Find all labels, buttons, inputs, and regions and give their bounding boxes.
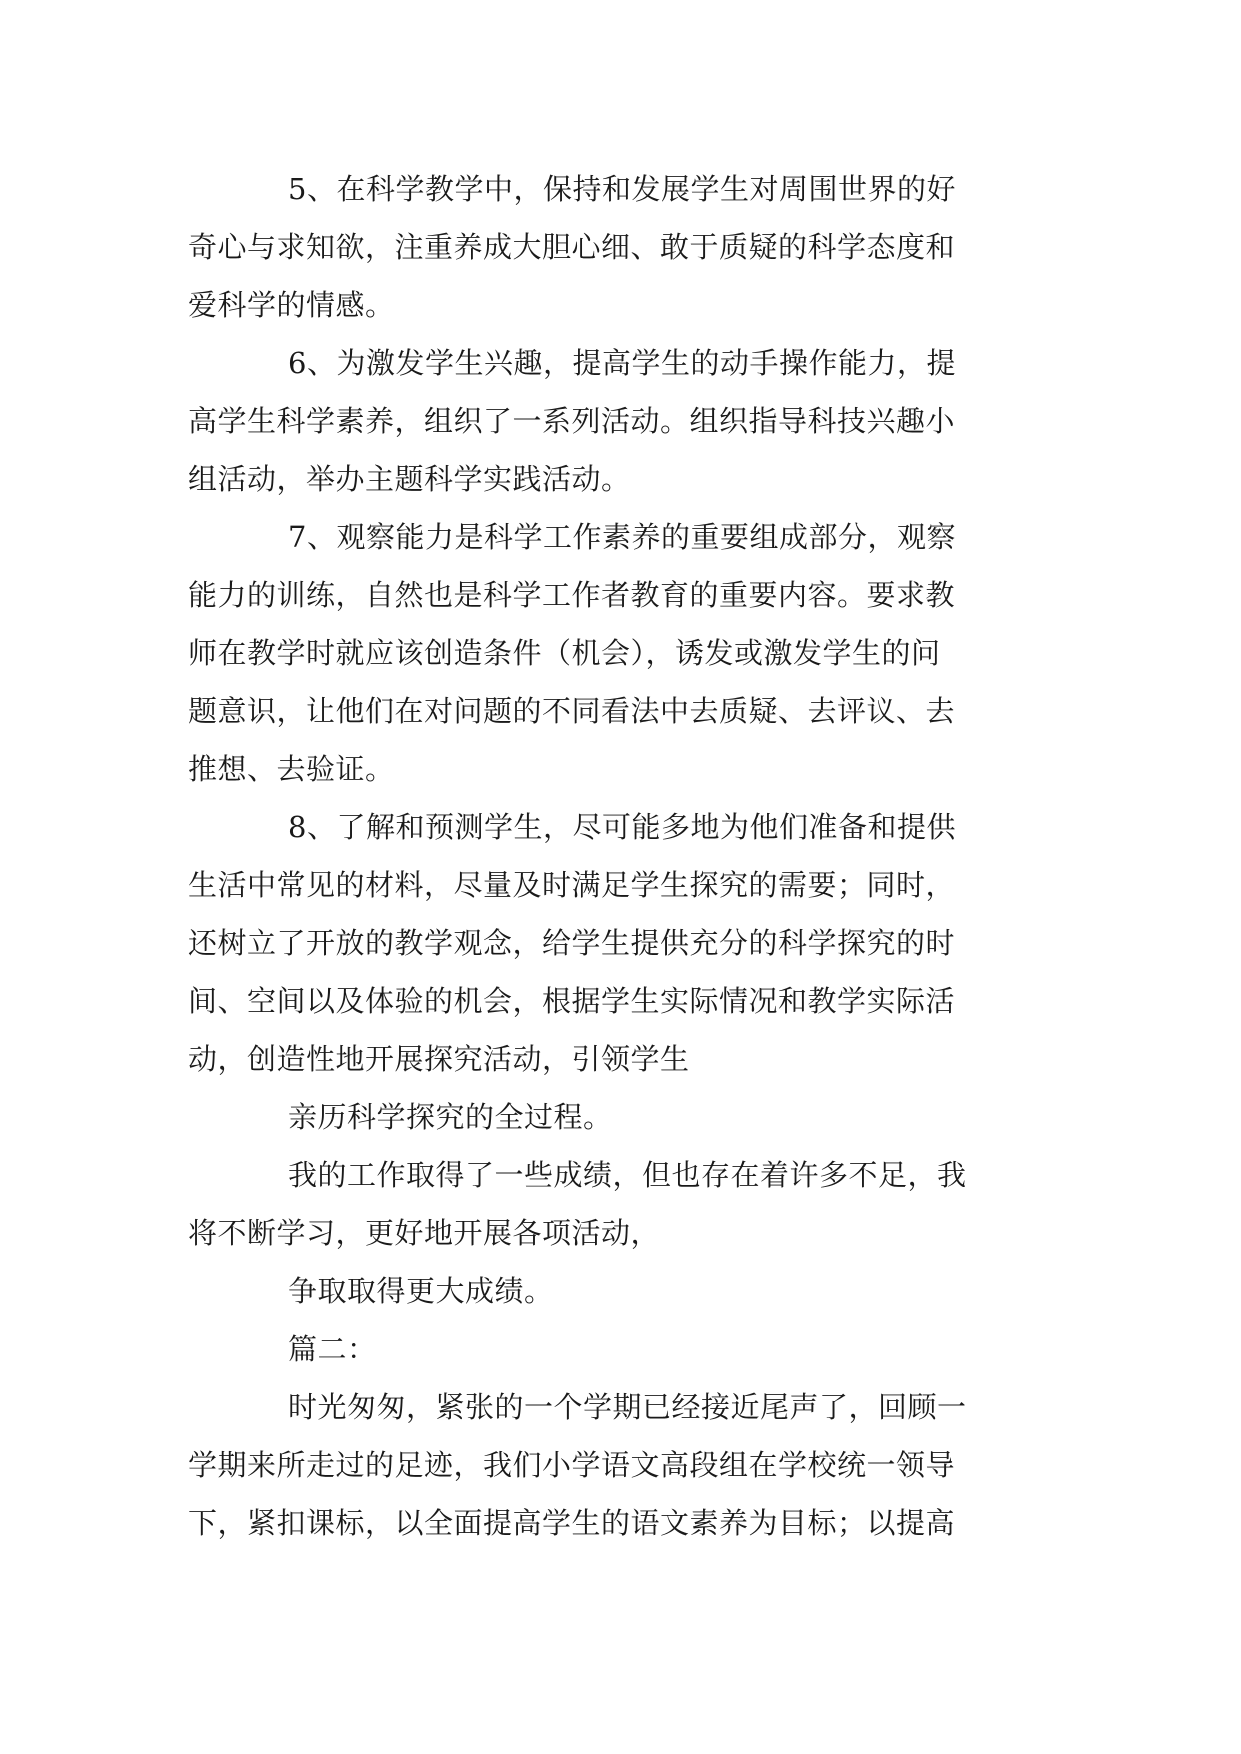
text-line: 高学生科学素养，组织了一系列活动。组织指导科技兴趣小	[188, 404, 956, 438]
text-line: 5、在科学教学中，保持和发展学生对周围世界的好	[288, 172, 956, 206]
text-line: 亲历科学探究的全过程。	[288, 1100, 613, 1134]
text-line: 下，紧扣课标，以全面提高学生的语文素养为目标；以提高	[188, 1506, 956, 1540]
text-line: 争取取得更大成绩。	[288, 1274, 554, 1308]
text-line: 8、了解和预测学生，尽可能多地为他们准备和提供	[288, 810, 956, 844]
text-line: 推想、去验证。	[188, 752, 395, 786]
text-line: 6、为激发学生兴趣，提高学生的动手操作能力，提	[288, 346, 956, 380]
text-line: 动，创造性地开展探究活动，引领学生	[188, 1042, 690, 1076]
text-line: 我的工作取得了一些成绩，但也存在着许多不足，我	[288, 1158, 967, 1192]
text-line: 师在教学时就应该创造条件（机会），诱发或激发学生的问	[188, 636, 941, 670]
text-line: 组活动，举办主题科学实践活动。	[188, 462, 631, 496]
text-line: 将不断学习，更好地开展各项活动，	[188, 1216, 661, 1250]
text-line: 7、观察能力是科学工作素养的重要组成部分，观察	[288, 520, 956, 554]
text-line: 间、空间以及体验的机会，根据学生实际情况和教学实际活	[188, 984, 956, 1018]
document-body	[188, 160, 1060, 1552]
text-line: 生活中常见的材料，尽量及时满足学生探究的需要；同时，	[188, 868, 956, 902]
text-line: 题意识，让他们在对问题的不同看法中去质疑、去评议、去	[188, 694, 956, 728]
text-line: 篇二：	[288, 1332, 377, 1366]
text-line: 还树立了开放的教学观念，给学生提供充分的科学探究的时	[188, 926, 956, 960]
text-line: 奇心与求知欲，注重养成大胆心细、敢于质疑的科学态度和	[188, 230, 956, 264]
text-line: 爱科学的情感。	[188, 288, 395, 322]
text-line: 能力的训练，自然也是科学工作者教育的重要内容。要求教	[188, 578, 956, 612]
text-line: 学期来所走过的足迹，我们小学语文高段组在学校统一领导	[188, 1448, 956, 1482]
text-line: 时光匆匆，紧张的一个学期已经接近尾声了，回顾一	[288, 1390, 967, 1424]
